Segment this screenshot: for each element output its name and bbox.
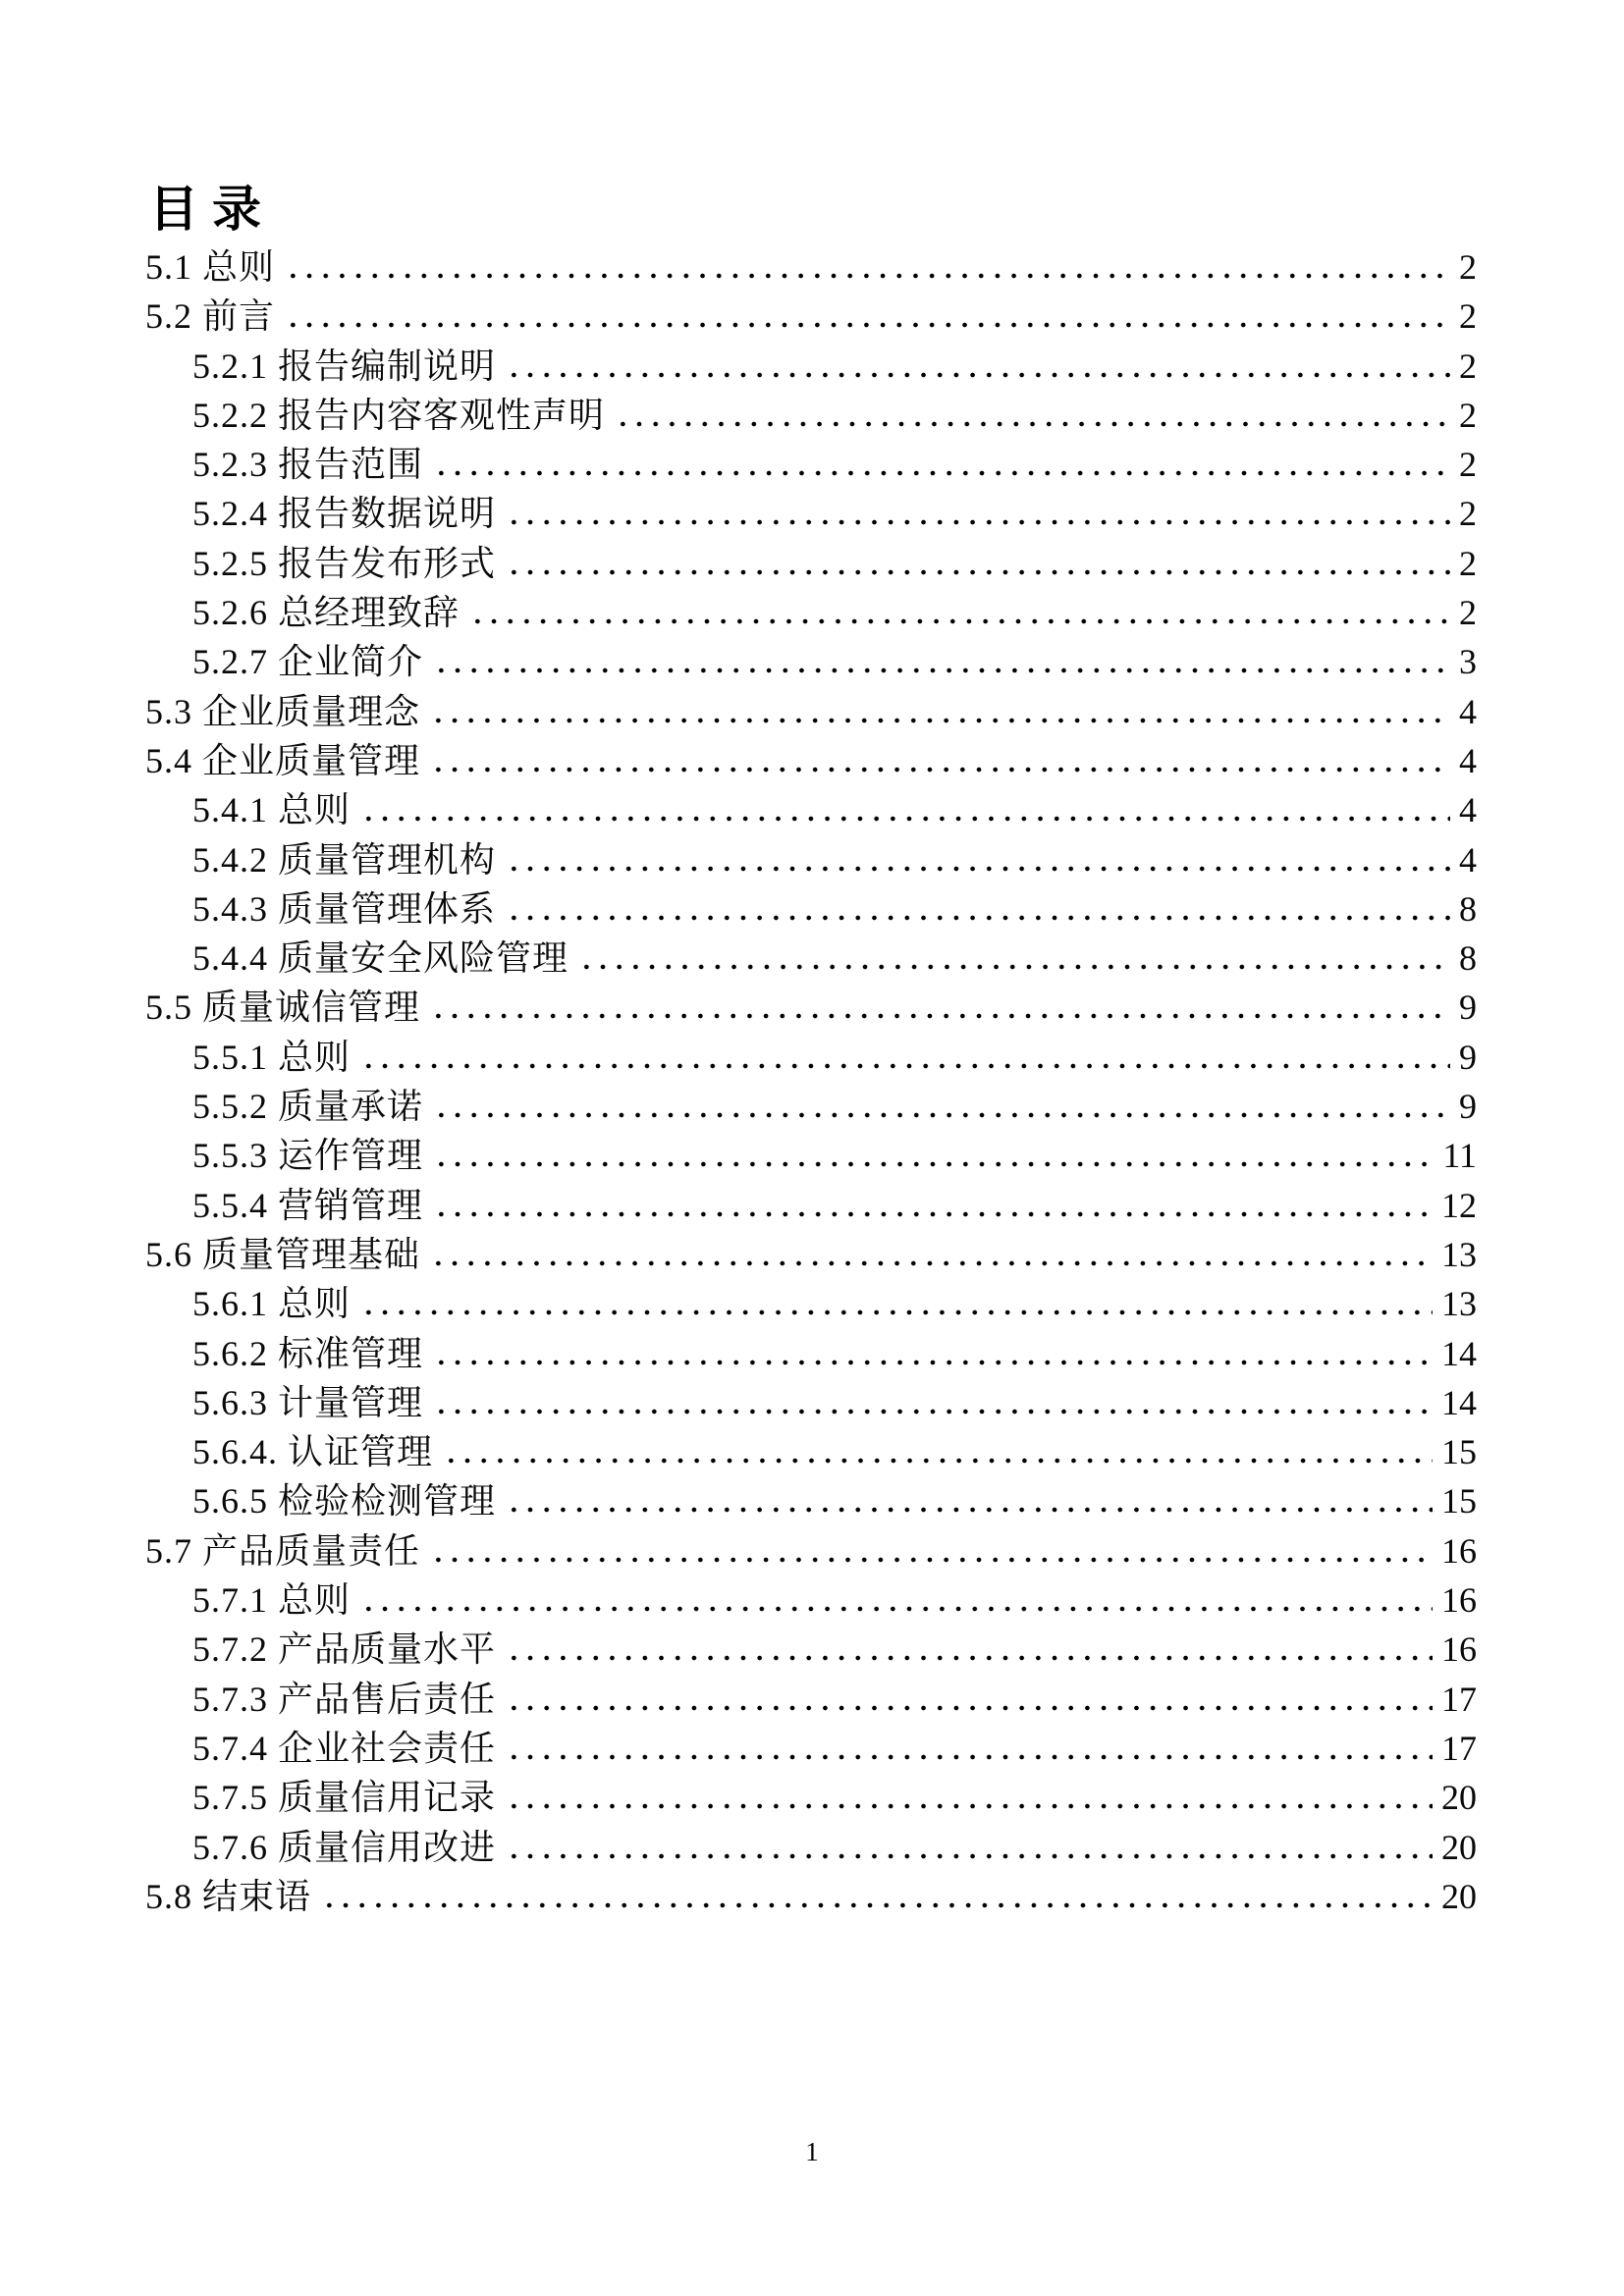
dot-leader — [506, 1625, 1433, 1674]
dot-leader — [506, 539, 1450, 588]
toc-entry-page: 9 — [1459, 988, 1477, 1028]
toc-entry-label: 5.6.1 总则 — [192, 1284, 352, 1324]
toc-entry — [145, 588, 1477, 637]
toc-entry — [145, 292, 1477, 341]
toc-entry — [145, 1329, 1477, 1378]
toc-entry-page: 2 — [1459, 247, 1477, 287]
toc-entry-page: 11 — [1442, 1136, 1477, 1176]
toc-title: 目录 — [149, 182, 275, 237]
toc-entry — [145, 539, 1477, 588]
toc-entry-page: 4 — [1459, 839, 1477, 880]
toc-entry — [145, 1823, 1477, 1872]
toc-entry-page: 8 — [1459, 938, 1477, 979]
toc-entry-label: 5.4 企业质量管理 — [145, 740, 421, 780]
toc-entry-label: 5.5.3 运作管理 — [192, 1136, 424, 1176]
toc-entry — [145, 1675, 1477, 1724]
dot-leader — [360, 785, 1450, 834]
toc-entry-page: 2 — [1459, 445, 1477, 485]
toc-entry-page: 2 — [1459, 395, 1477, 435]
dot-leader — [615, 391, 1450, 440]
dot-leader — [360, 1575, 1433, 1625]
toc-entry — [145, 342, 1477, 391]
toc-entry-page: 15 — [1441, 1432, 1477, 1472]
dot-leader — [506, 1823, 1433, 1872]
toc-entry-page: 13 — [1441, 1284, 1477, 1324]
toc-entry — [145, 687, 1477, 736]
toc-entry-page: 8 — [1459, 888, 1477, 929]
toc-list — [145, 242, 1477, 1921]
toc-entry-page: 4 — [1459, 691, 1477, 731]
toc-entry-label: 5.4.2 质量管理机构 — [192, 839, 497, 880]
toc-entry — [145, 785, 1477, 834]
toc-entry-page: 15 — [1441, 1481, 1477, 1522]
toc-entry — [145, 934, 1477, 983]
toc-entry-page: 3 — [1459, 642, 1477, 682]
toc-entry-label: 5.7.5 质量信用记录 — [192, 1778, 497, 1818]
toc-entry — [145, 242, 1477, 292]
toc-entry-label: 5.2.5 报告发布形式 — [192, 543, 497, 583]
toc-entry-label: 5.4.4 质量安全风险管理 — [192, 938, 569, 979]
toc-entry — [145, 1181, 1477, 1230]
toc-entry-label: 5.2.4 报告数据说明 — [192, 494, 497, 534]
toc-entry-page: 16 — [1441, 1530, 1477, 1571]
toc-entry-label: 5.2.2 报告内容客观性声明 — [192, 395, 606, 435]
toc-entry-label: 5.6.5 检验检测管理 — [192, 1481, 497, 1522]
toc-entry-page: 2 — [1459, 346, 1477, 386]
toc-entry — [145, 983, 1477, 1032]
toc-entry-page: 2 — [1459, 296, 1477, 337]
toc-entry-page: 2 — [1459, 543, 1477, 583]
dot-leader — [506, 489, 1450, 538]
toc-entry-label: 5.7.4 企业社会责任 — [192, 1728, 497, 1768]
dot-leader — [285, 242, 1450, 292]
toc-entry — [145, 391, 1477, 440]
toc-entry — [145, 1872, 1477, 1921]
toc-entry-label: 5.7.3 产品售后责任 — [192, 1679, 497, 1719]
toc-entry-page: 20 — [1441, 1778, 1477, 1818]
toc-entry-label: 5.6.3 计量管理 — [192, 1382, 424, 1422]
dot-leader — [430, 687, 1450, 736]
dot-leader — [506, 835, 1450, 884]
toc-entry — [145, 1082, 1477, 1131]
dot-leader — [506, 1773, 1433, 1822]
toc-entry-page: 2 — [1459, 593, 1477, 633]
toc-entry-page: 4 — [1459, 740, 1477, 780]
toc-entry — [145, 884, 1477, 934]
toc-entry-page: 16 — [1441, 1629, 1477, 1670]
footer-page-number: 1 — [805, 2137, 819, 2166]
toc-entry-label: 5.8 结束语 — [145, 1876, 312, 1916]
dot-leader — [506, 1724, 1433, 1773]
dot-leader — [285, 292, 1450, 341]
toc-entry-label: 5.6 质量管理基础 — [145, 1234, 421, 1274]
toc-entry — [145, 1131, 1477, 1180]
toc-entry-page: 4 — [1459, 790, 1477, 830]
toc-entry-page: 14 — [1441, 1382, 1477, 1422]
toc-entry — [145, 1724, 1477, 1773]
toc-entry-label: 5.4.1 总则 — [192, 790, 352, 830]
toc-entry-label: 5.7.6 质量信用改进 — [192, 1827, 497, 1867]
toc-entry-page: 13 — [1441, 1234, 1477, 1274]
toc-entry-page: 20 — [1441, 1876, 1477, 1916]
dot-leader — [506, 1675, 1433, 1724]
toc-entry-label: 5.1 总则 — [145, 247, 276, 287]
toc-entry-page: 20 — [1441, 1827, 1477, 1867]
toc-entry — [145, 1230, 1477, 1279]
toc-entry-label: 5.4.3 质量管理体系 — [192, 888, 497, 929]
toc-entry — [145, 736, 1477, 785]
toc-entry — [145, 637, 1477, 686]
toc-entry — [145, 835, 1477, 884]
toc-entry-page: 12 — [1441, 1185, 1477, 1225]
toc-entry-label: 5.5 质量诚信管理 — [145, 988, 421, 1028]
toc-entry-label: 5.5.4 营销管理 — [192, 1185, 424, 1225]
toc-entry-label: 5.2.1 报告编制说明 — [192, 346, 497, 386]
toc-entry-label: 5.2.3 报告范围 — [192, 445, 424, 485]
dot-leader — [433, 637, 1450, 686]
toc-entry — [145, 1625, 1477, 1674]
toc-entry-label: 5.6.2 标准管理 — [192, 1333, 424, 1373]
toc-entry — [145, 1773, 1477, 1822]
toc-entry — [145, 1279, 1477, 1328]
dot-leader — [430, 1230, 1433, 1279]
toc-entry — [145, 1427, 1477, 1476]
dot-leader — [321, 1872, 1433, 1921]
toc-entry — [145, 489, 1477, 538]
toc-entry — [145, 1476, 1477, 1525]
toc-entry-page: 17 — [1441, 1728, 1477, 1768]
dot-leader — [360, 1279, 1433, 1328]
dot-leader — [578, 934, 1450, 983]
toc-entry-page: 14 — [1441, 1333, 1477, 1373]
toc-entry — [145, 1378, 1477, 1427]
dot-leader — [360, 1033, 1450, 1082]
toc-entry-page: 2 — [1459, 494, 1477, 534]
dot-leader — [433, 1131, 1434, 1180]
toc-entry — [145, 1575, 1477, 1625]
dot-leader — [433, 1329, 1433, 1378]
toc-entry-label: 5.7 产品质量责任 — [145, 1530, 421, 1571]
toc-entry-page: 9 — [1459, 1087, 1477, 1127]
toc-entry-label: 5.5.2 质量承诺 — [192, 1087, 424, 1127]
dot-leader — [430, 736, 1450, 785]
dot-leader — [430, 1526, 1433, 1575]
dot-leader — [433, 440, 1450, 489]
dot-leader — [506, 884, 1450, 934]
dot-leader — [443, 1427, 1433, 1476]
dot-leader — [433, 1181, 1433, 1230]
toc-entry-label: 5.3 企业质量理念 — [145, 691, 421, 731]
toc-entry-label: 5.7.2 产品质量水平 — [192, 1629, 497, 1670]
dot-leader — [469, 588, 1450, 637]
dot-leader — [506, 342, 1450, 391]
toc-entry-label: 5.2.7 企业简介 — [192, 642, 424, 682]
toc-entry-label: 5.2.6 总经理致辞 — [192, 593, 460, 633]
dot-leader — [506, 1476, 1433, 1525]
toc-entry-label: 5.5.1 总则 — [192, 1037, 352, 1077]
toc-entry-page: 17 — [1441, 1679, 1477, 1719]
toc-entry-page: 9 — [1459, 1037, 1477, 1077]
toc-entry-label: 5.7.1 总则 — [192, 1580, 352, 1621]
dot-leader — [433, 1378, 1433, 1427]
toc-entry — [145, 1033, 1477, 1082]
toc-entry-page: 16 — [1441, 1580, 1477, 1621]
toc-entry-label: 5.6.4. 认证管理 — [192, 1432, 434, 1472]
toc-entry — [145, 440, 1477, 489]
toc-entry-label: 5.2 前言 — [145, 296, 276, 337]
toc-entry — [145, 1526, 1477, 1575]
dot-leader — [430, 983, 1450, 1032]
dot-leader — [433, 1082, 1450, 1131]
